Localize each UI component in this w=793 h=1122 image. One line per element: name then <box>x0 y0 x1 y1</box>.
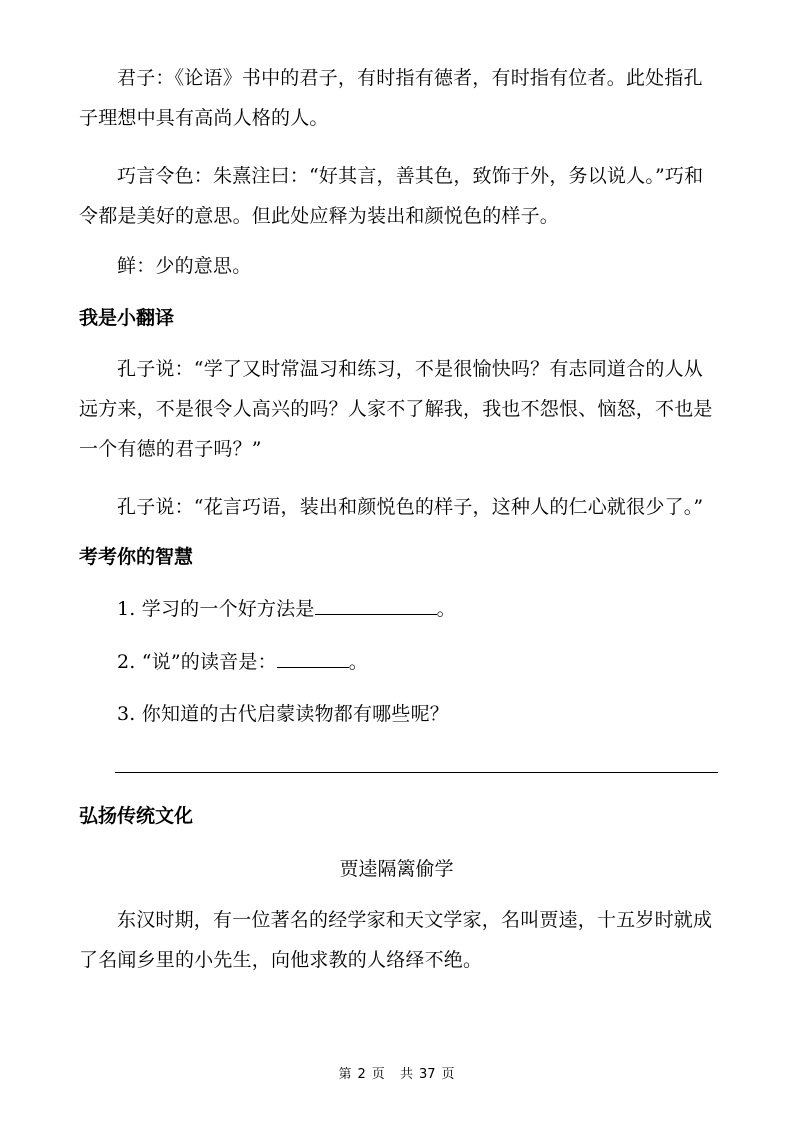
quiz-question-2-end: 。 <box>348 651 368 673</box>
story-title: 贾逵隔篱偷学 <box>339 858 454 880</box>
answer-line-3[interactable] <box>115 772 718 773</box>
quiz-question-3: 3. 你知道的古代启蒙读物都有哪些呢？ <box>117 703 449 725</box>
footer-page-total: 37 <box>418 1067 436 1082</box>
quiz-question-1 <box>79 589 721 629</box>
quiz-question-1-end: 。 <box>436 598 456 620</box>
translation-para-1: 孔子说：“学了又时常温习和练习，不是很愉快吗？有志同道合的人从远方来，不是很令人高兴的吗？人家不了解我，我也不怨恨、恼怒，不也是一个有德的君子吗？” <box>79 358 713 460</box>
answer-blank-1[interactable] <box>315 596 437 615</box>
quiz-heading: 考考你的智慧 <box>79 546 194 568</box>
quiz-question-2 <box>79 642 721 682</box>
note-junzi: 君子：《论语》书中的君子，有时指有德者，有时指有位者。此处指孔子理想中具有高尚人格的人。 <box>79 67 703 129</box>
footer-total-unit: 页 <box>441 1067 455 1082</box>
footer-total-label: 共 <box>399 1067 413 1082</box>
quiz-question-1-text: 1. 学习的一个好方法是 <box>117 598 315 620</box>
page-footer <box>0 1066 793 1084</box>
footer-page-current: 2 <box>357 1067 366 1082</box>
answer-blank-2[interactable] <box>277 649 349 668</box>
culture-heading: 弘扬传统文化 <box>79 805 194 827</box>
story-paragraph: 东汉时期，有一位著名的经学家和天文学家，名叫贾逵，十五岁时就成了名闻乡里的小先生，向他求教的人络绎不绝。 <box>79 909 713 971</box>
footer-page-unit: 页 <box>371 1067 385 1082</box>
note-qiaoyan: 巧言令色：朱熹注曰：“好其言，善其色，致饰于外，务以说人。”巧和令都是美好的意思。但此处应释为装出和颜悦色的样子。 <box>79 165 704 227</box>
translation-para-2: 孔子说：“花言巧语，装出和颜悦色的样子，这种人的仁心就很少了。” <box>117 496 704 518</box>
quiz-question-2-text: 2. “说”的读音是： <box>117 651 277 673</box>
translation-heading: 我是小翻译 <box>79 307 175 329</box>
footer-page-label: 第 <box>338 1067 352 1082</box>
note-xian: 鲜：少的意思。 <box>117 255 252 277</box>
